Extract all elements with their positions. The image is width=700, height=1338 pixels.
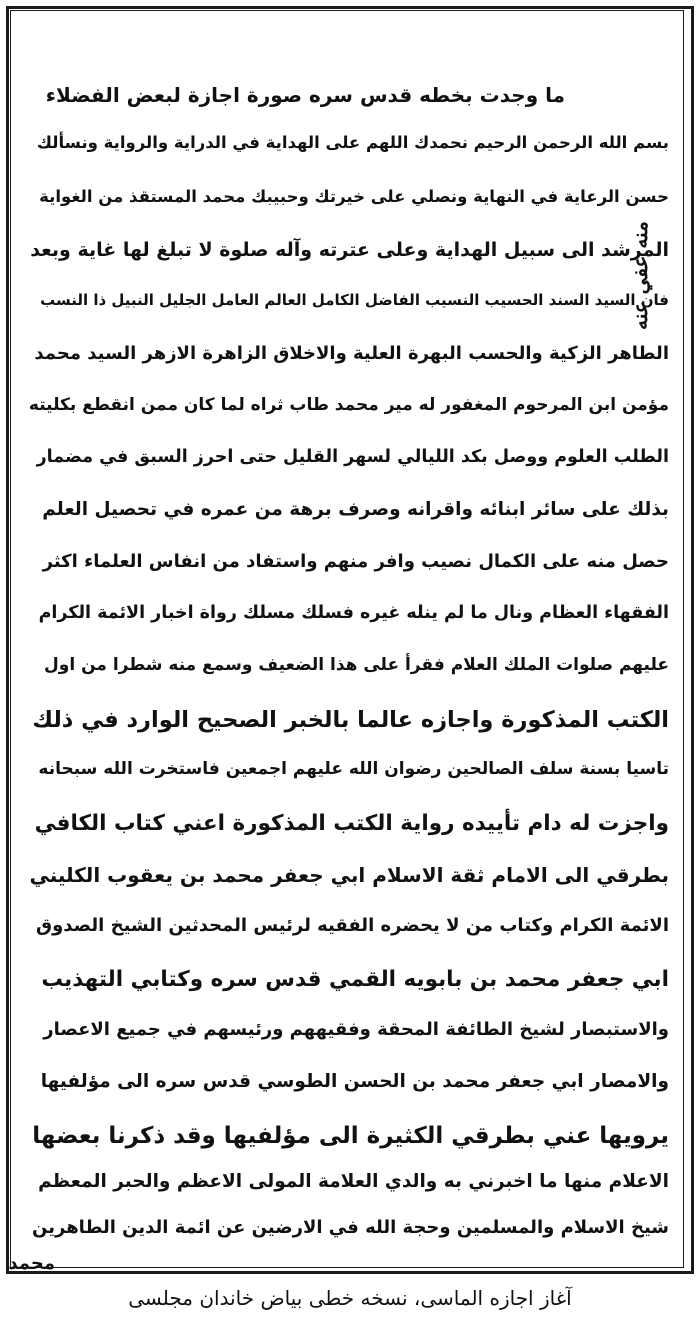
manuscript-line: الكتب المذكورة واجازه عالما بالخبر الصحيح الوارد في ذلك xyxy=(32,707,669,733)
margin-note: منه عفي عنه xyxy=(628,221,652,330)
manuscript-line: عليهم صلوات الملك العلام فقرأ على هذا الضعيف وسمع منه شطرا من اول xyxy=(44,655,669,675)
manuscript-line: المرشد الى سبيل الهداية وعلى عترته وآله صلوة لا تبلغ لها غاية وبعد xyxy=(30,239,669,261)
manuscript-line: بطرقي الى الامام ثقة الاسلام ابي جعفر محمد بن يعقوب الكليني xyxy=(29,863,669,887)
manuscript-line: والاستبصار لشيخ الطائفة المحقة وفقيههم ورئيسهم في جميع الاعصار xyxy=(43,1019,669,1040)
manuscript-line: ابي جعفر محمد بن بابويه القمي قدس سره وكتابي التهذيب xyxy=(41,967,669,992)
manuscript-text xyxy=(8,21,675,1274)
figure-caption: آغاز اجازه الماسی، نسخه خطی بیاض خاندان مجلسی xyxy=(128,1286,572,1310)
manuscript-line: مؤمن ابن المرحوم المغفور له مير محمد طاب ثراه لما كان ممن انقطع بكليته xyxy=(28,395,669,415)
manuscript-line: محمد xyxy=(8,1253,55,1274)
manuscript-line: بذلك على سائر ابنائه واقرانه وصرف برهة من عمره في تحصيل العلم xyxy=(42,499,669,520)
manuscript-line: تاسيا بسنة سلف الصالحين رضوان الله عليهم اجمعين فاستخرت الله سبحانه xyxy=(38,759,669,779)
manuscript-line: الاعلام منها ما اخبرني به والدي العلامة المولى الاعظم والحبر المعظم xyxy=(38,1171,669,1192)
manuscript-line: الفقهاء العظام ونال ما لم ينله غيره فسلك مسلك رواة اخبار الائمة الكرام xyxy=(38,603,669,623)
manuscript-line: فان السيد السند الحسيب النسيب الفاضل الكامل العالم العامل الجليل النبيل ذا النسب xyxy=(40,291,669,309)
manuscript-page xyxy=(8,10,684,1274)
manuscript-line: والامصار ابي جعفر محمد بن الحسن الطوسي قدس سره الى مؤلفيها xyxy=(40,1071,669,1092)
manuscript-line: ما وجدت بخطه قدس سره صورة اجازة لبعض الفضلاء xyxy=(45,83,565,107)
manuscript-line: واجزت له دام تأييده رواية الكتب المذكورة اعني كتاب الكافي xyxy=(34,811,669,836)
manuscript-line: حسن الرعاية في النهاية ونصلي على خيرتك وحبيبك محمد المستقذ من الغواية xyxy=(39,187,669,206)
manuscript-line: الطاهر الزكية والحسب البهرة العلية والاخلاق الزاهرة الازهر السيد محمد xyxy=(34,343,669,364)
manuscript-line: حصل منه على الكمال نصيب وافر منهم واستفاد من انفاس العلماء اكثر xyxy=(42,551,669,572)
manuscript-line: يرويها عني بطرقي الكثيرة الى مؤلفيها وقد ذكرنا بعضها xyxy=(32,1123,669,1149)
manuscript-line: الائمة الكرام وكتاب من لا يحضره الفقيه لرئيس المحدثين الشيخ الصدوق xyxy=(35,915,669,936)
manuscript-line: شيخ الاسلام والمسلمين وحجة الله في الارضين عن ائمة الدين الطاهرين xyxy=(32,1217,669,1238)
manuscript-line: بسم الله الرحمن الرحيم نحمدك اللهم على الهداية في الدراية والرواية ونسألك xyxy=(36,133,669,152)
manuscript-line: الطلب العلوم ووصل بكد الليالي لسهر القليل حتى احرز السبق في مضمار xyxy=(36,447,669,467)
